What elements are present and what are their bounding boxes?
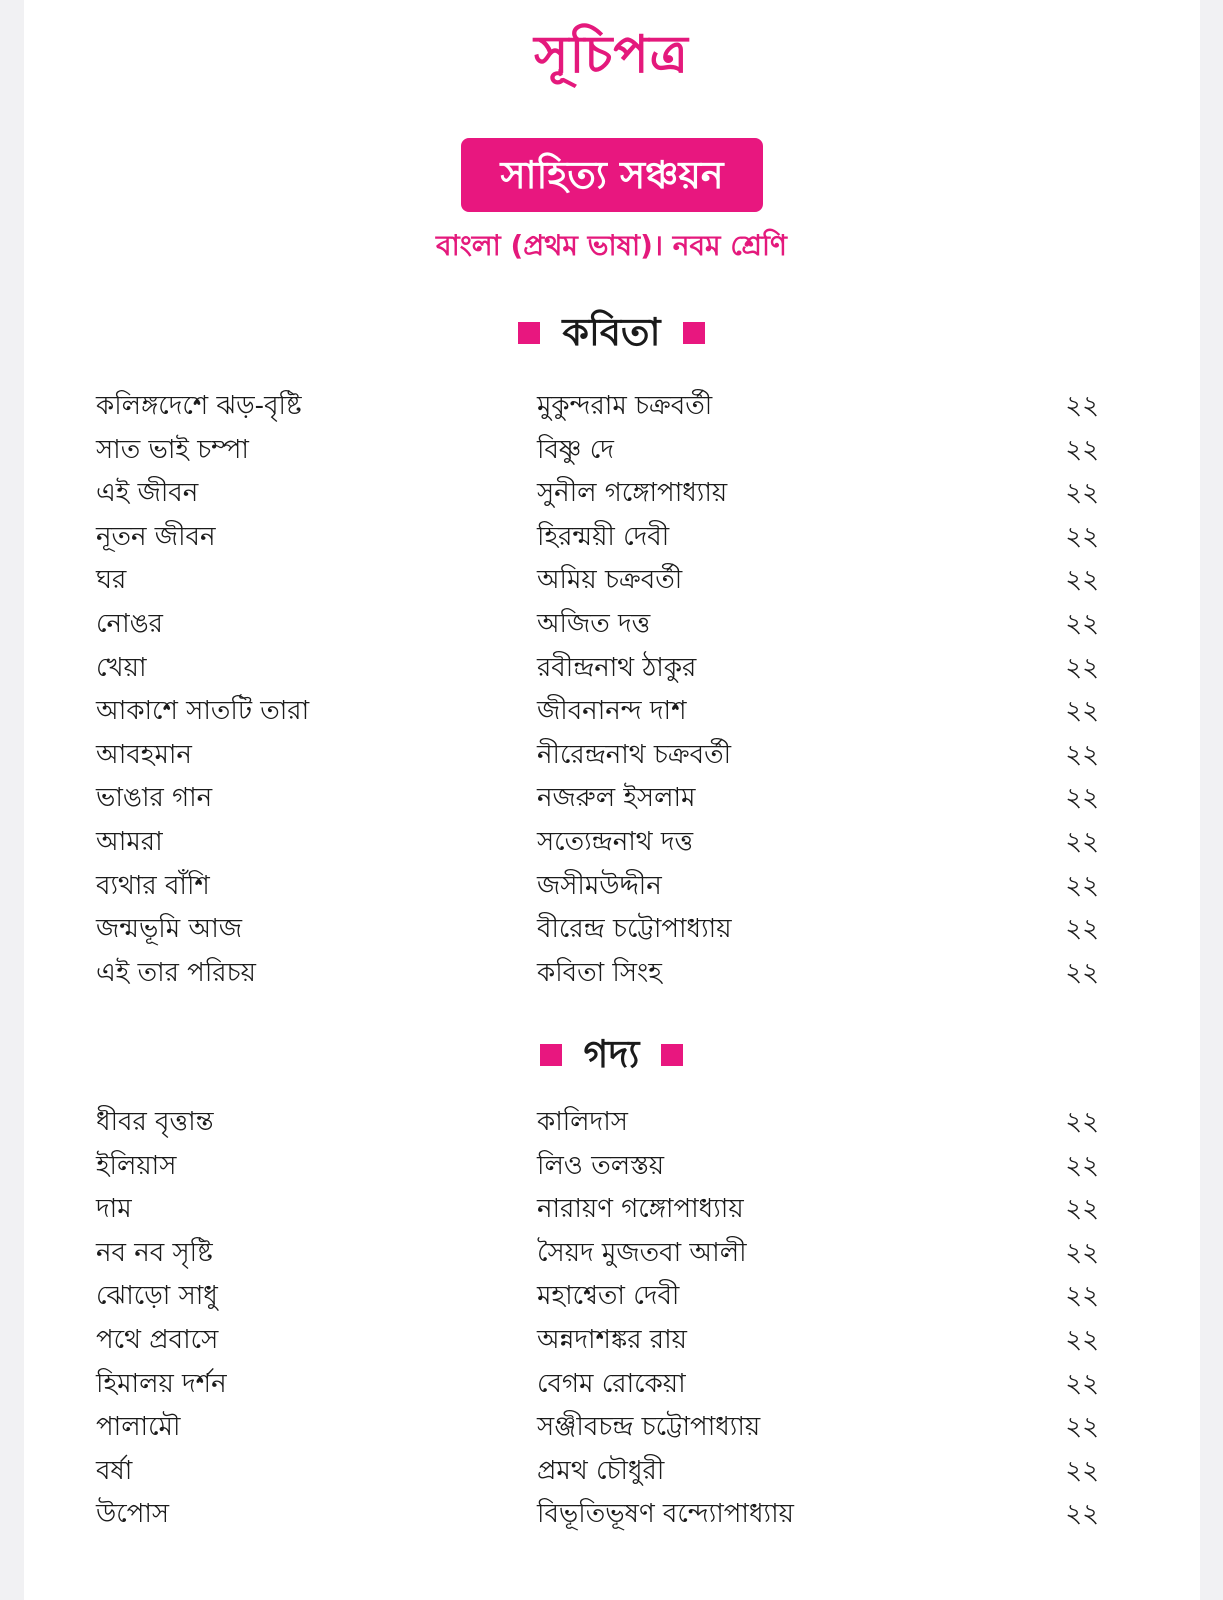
page-number: ২২ xyxy=(1065,783,1099,814)
toc-row xyxy=(0,865,1223,909)
square-bullet-icon xyxy=(518,322,540,344)
section-heading-prose xyxy=(0,1032,1223,1078)
toc-row xyxy=(0,1101,1223,1145)
page-number: ২২ xyxy=(1065,826,1099,857)
toc-row xyxy=(0,516,1223,560)
page-number: ২২ xyxy=(1065,957,1099,988)
section-heading-label: কবিতা xyxy=(562,310,661,354)
toc-row xyxy=(0,1363,1223,1407)
author-name: অজিত দত্ত xyxy=(537,608,651,639)
author-name: রবীন্দ্রনাথ ঠাকুর xyxy=(537,652,697,683)
page-number: ২২ xyxy=(1065,1324,1099,1355)
toc-row xyxy=(0,429,1223,473)
work-title: এই জীবন xyxy=(96,478,199,509)
author-name: লিও তলস্তয় xyxy=(537,1150,665,1181)
toc-row xyxy=(0,1145,1223,1189)
author-name: নীরেন্দ্রনাথ চক্রবর্তী xyxy=(537,739,732,770)
author-name: সত্যেন্দ্রনাথ দত্ত xyxy=(537,826,694,857)
author-name: অমিয় চক্রবর্তী xyxy=(537,565,683,596)
toc-row xyxy=(0,1406,1223,1450)
work-title: আবহমান xyxy=(96,739,192,770)
toc-row xyxy=(0,385,1223,429)
work-title: ইলিয়াস xyxy=(96,1150,177,1181)
work-title: ব্যথার বাঁশি xyxy=(96,870,210,901)
author-name: বীরেন্দ্র চট্টোপাধ্যায় xyxy=(537,914,732,945)
toc-row xyxy=(0,690,1223,734)
work-title: নব নব সৃষ্টি xyxy=(96,1237,213,1268)
toc-row xyxy=(0,1275,1223,1319)
square-bullet-icon xyxy=(683,322,705,344)
work-title: নূতন জীবন xyxy=(96,521,216,552)
toc-row xyxy=(0,908,1223,952)
toc-row xyxy=(0,821,1223,865)
page-number: ২২ xyxy=(1065,1368,1099,1399)
author-name: কালিদাস xyxy=(537,1107,628,1137)
work-title: খেয়া xyxy=(96,652,147,683)
page-number: ২২ xyxy=(1065,1412,1099,1443)
page-number: ২২ xyxy=(1065,478,1099,509)
page-number: ২২ xyxy=(1065,1107,1099,1137)
toc-row xyxy=(0,777,1223,821)
page-number: ২২ xyxy=(1065,608,1099,639)
author-name: হিরন্ময়ী দেবী xyxy=(537,521,670,552)
work-title: আকাশে সাতটি তারা xyxy=(96,696,310,727)
page-number: ২২ xyxy=(1065,521,1099,552)
author-name: সঞ্জীবচন্দ্র চট্টোপাধ্যায় xyxy=(537,1412,761,1443)
section-heading-poetry xyxy=(0,310,1223,356)
subtitle: বাংলা (প্রথম ভাষা)। নবম শ্রেণি xyxy=(436,229,787,262)
toc-list-prose xyxy=(0,1101,1223,1537)
toc-row xyxy=(0,647,1223,691)
toc-row xyxy=(0,472,1223,516)
page-number: ২২ xyxy=(1065,391,1099,421)
page-title: সূচিপত্র xyxy=(534,25,689,85)
toc-row xyxy=(0,1450,1223,1494)
square-bullet-icon xyxy=(540,1044,562,1066)
toc-row xyxy=(0,952,1223,996)
work-title: কলিঙ্গদেশে ঝড়-বৃষ্টি xyxy=(96,391,302,421)
work-title: ধীবর বৃত্তান্ত xyxy=(96,1107,214,1137)
page-number: ২২ xyxy=(1065,1237,1099,1268)
square-bullet-icon xyxy=(661,1044,683,1066)
page-number: ২২ xyxy=(1065,1499,1099,1530)
author-name: বিভূতিভূষণ বন্দ্যোপাধ্যায় xyxy=(537,1499,794,1530)
page-number: ২২ xyxy=(1065,739,1099,770)
work-title: বর্ষা xyxy=(96,1455,133,1486)
page-number: ২২ xyxy=(1065,870,1099,901)
toc-row xyxy=(0,734,1223,778)
author-name: অন্নদাশঙ্কর রায় xyxy=(537,1324,687,1355)
work-title: ঘর xyxy=(96,565,127,596)
author-name: সুনীল গঙ্গোপাধ্যায় xyxy=(537,478,728,509)
work-title: নোঙর xyxy=(96,608,163,639)
page-number: ২২ xyxy=(1065,1194,1099,1225)
page-number: ২২ xyxy=(1065,1150,1099,1181)
page-number: ২২ xyxy=(1065,914,1099,945)
toc-row xyxy=(0,1319,1223,1363)
author-name: মহাশ্বেতা দেবী xyxy=(537,1281,680,1312)
work-title: আমরা xyxy=(96,826,163,857)
toc-row xyxy=(0,603,1223,647)
page-number: ২২ xyxy=(1065,1281,1099,1312)
page-number: ২২ xyxy=(1065,696,1099,727)
work-title: এই তার পরিচয় xyxy=(96,957,256,988)
page-number: ২২ xyxy=(1065,1455,1099,1486)
work-title: ভাঙার গান xyxy=(96,783,213,814)
work-title: হিমালয় দর্শন xyxy=(96,1368,227,1399)
toc-row xyxy=(0,1188,1223,1232)
page-number: ২২ xyxy=(1065,565,1099,596)
author-name: মুকুন্দরাম চক্রবর্তী xyxy=(537,391,713,421)
work-title: পথে প্রবাসে xyxy=(96,1324,219,1355)
section-heading-label: গদ্য xyxy=(583,1032,640,1076)
work-title: জন্মভূমি আজ xyxy=(96,914,243,945)
author-name: বিষ্ণু দে xyxy=(537,434,614,465)
author-name: নজরুল ইসলাম xyxy=(537,783,696,814)
work-title: উপোস xyxy=(96,1499,170,1530)
author-name: জীবনানন্দ দাশ xyxy=(537,696,687,727)
work-title: পালামৌ xyxy=(96,1412,181,1443)
author-name: জসীমউদ্দীন xyxy=(537,870,662,901)
author-name: প্রমথ চৌধুরী xyxy=(537,1455,665,1486)
toc-list-poetry xyxy=(0,385,1223,995)
toc-row xyxy=(0,559,1223,603)
toc-row xyxy=(0,1493,1223,1537)
work-title: ঝোড়ো সাধু xyxy=(96,1281,218,1312)
toc-row xyxy=(0,1232,1223,1276)
author-name: সৈয়দ মুজতবা আলী xyxy=(537,1237,747,1268)
work-title: দাম xyxy=(96,1194,132,1225)
author-name: কবিতা সিংহ xyxy=(537,957,662,988)
page-number: ২২ xyxy=(1065,434,1099,465)
page-number: ২২ xyxy=(1065,652,1099,683)
work-title: সাত ভাই চম্পা xyxy=(96,434,249,465)
author-name: বেগম রোকেয়া xyxy=(537,1368,686,1399)
author-name: নারায়ণ গঙ্গোপাধ্যায় xyxy=(537,1194,744,1225)
book-name-banner: সাহিত্য সঞ্চয়ন xyxy=(461,138,763,212)
